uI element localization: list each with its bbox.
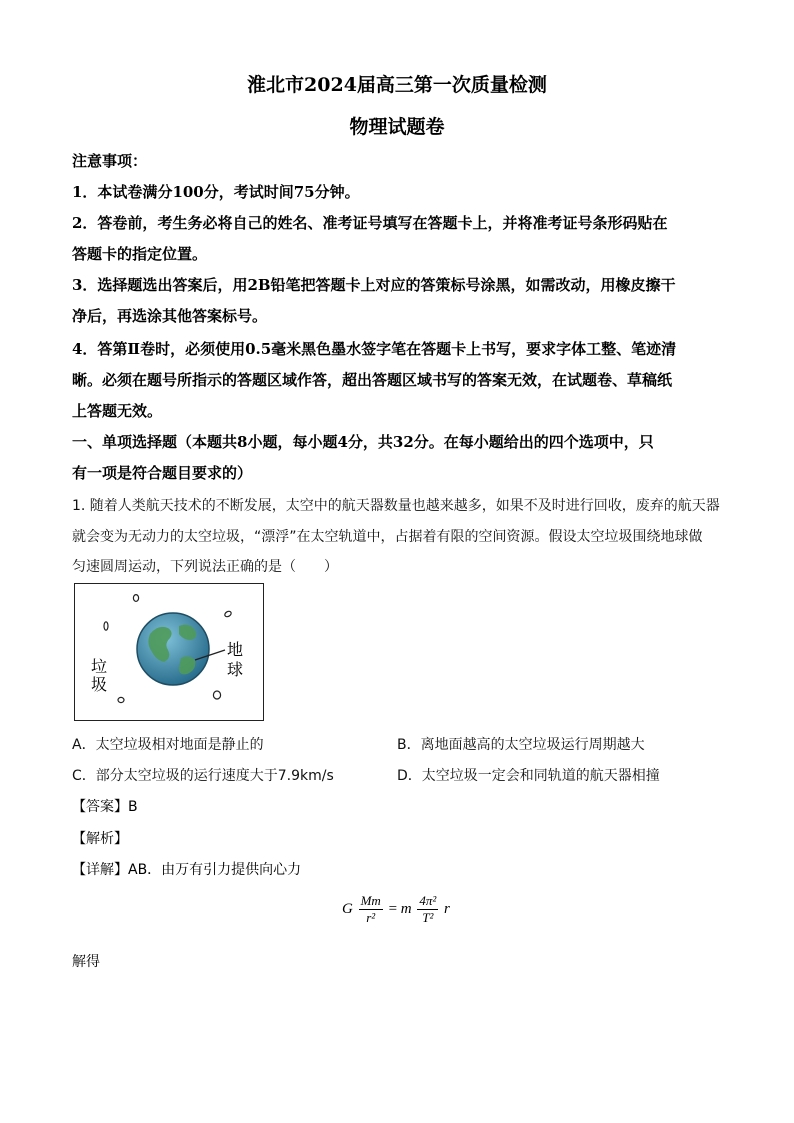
section-heading: 一、单项选择题（本题共8小题，每小题4分，共32分。在每小题给出的四个选项中，只: [72, 433, 654, 451]
formula-equals: =: [388, 900, 398, 917]
page-title: 淮北市2024届高三第一次质量检测: [247, 74, 547, 96]
note-line: 2．答卷前，考生务必将自己的姓名、准考证号填写在答题卡上，并将准考证号条形码贴在: [72, 214, 668, 232]
solve-line: 解得: [72, 954, 100, 970]
question-text: 就会变为无动力的太空垃圾，“漂浮”在太空轨道中，占据着有限的空间资源。假设太空垃圾围绕地球做: [72, 529, 703, 545]
formula-m: m: [400, 900, 412, 917]
fraction-numerator: 4π²: [419, 893, 437, 908]
earth-label-2: 球: [227, 660, 244, 679]
note-line: 净后，再选涂其他答案标号。: [72, 307, 268, 325]
notes-heading: 注意事项：: [72, 152, 148, 170]
orbit-figure: [74, 583, 264, 721]
debris-icon: [133, 595, 138, 602]
note-line: 4．答第Ⅱ卷时，必须使用0.5毫米黑色墨水签字笔在答题卡上书写，要求字体工整、笔迹清: [72, 340, 677, 358]
answer-line: 【答案】B: [72, 799, 138, 815]
debris-icon: [118, 697, 124, 702]
formula-g: G: [342, 900, 353, 917]
debris-label-2: 圾: [91, 675, 108, 694]
note-line: 1．本试卷满分100分，考试时间75分钟。: [72, 183, 360, 201]
fraction-numerator: Mm: [360, 893, 381, 908]
earth-debris-illustration: [75, 584, 263, 720]
fraction-denominator: T²: [422, 910, 434, 925]
question-text: 1. 随着人类航天技术的不断发展，太空中的航天器数量也越来越多，如果不及时进行回收，废弃的航天器: [72, 498, 720, 514]
option-a: A．太空垃圾相对地面是静止的: [72, 737, 264, 753]
note-line: 答题卡的指定位置。: [72, 245, 208, 263]
detail-line: 【详解】AB．由万有引力提供向心力: [72, 862, 302, 878]
section-heading-cont: 有一项是符合题目要求的）: [72, 464, 253, 482]
page-subtitle: 物理试题卷: [349, 116, 445, 138]
gravity-formula: [342, 893, 450, 926]
option-b: B．离地面越高的太空垃圾运行周期越大: [397, 737, 645, 753]
fraction-4pi2-t2: [417, 893, 438, 926]
debris-label-1: 垃: [91, 657, 108, 676]
formula-r: r: [444, 900, 450, 917]
note-line: 3．选择题选出答案后，用2B铅笔把答题卡上对应的答策标号涂黑，如需改动，用橡皮擦干: [72, 276, 676, 294]
question-text: 匀速圆周运动，下列说法正确的是（ ）: [72, 559, 338, 575]
earth-label-1: 地: [227, 640, 244, 659]
option-c: C．部分太空垃圾的运行速度大于7.9km/s: [72, 768, 334, 784]
option-d: D．太空垃圾一定会和同轨道的航天器相撞: [397, 768, 660, 784]
earth-icon: [137, 613, 209, 685]
fraction-denominator: r²: [366, 910, 376, 925]
fraction-mm-r2: [359, 893, 383, 926]
analysis-heading: 【解析】: [72, 831, 128, 847]
note-line: 晰。必须在题号所指示的答题区域作答，超出答题区域书写的答案无效，在试题卷、草稿纸: [72, 371, 673, 389]
debris-icon: [213, 691, 220, 699]
debris-icon: [224, 610, 232, 618]
note-line: 上答题无效。: [72, 402, 163, 420]
debris-icon: [104, 622, 108, 630]
